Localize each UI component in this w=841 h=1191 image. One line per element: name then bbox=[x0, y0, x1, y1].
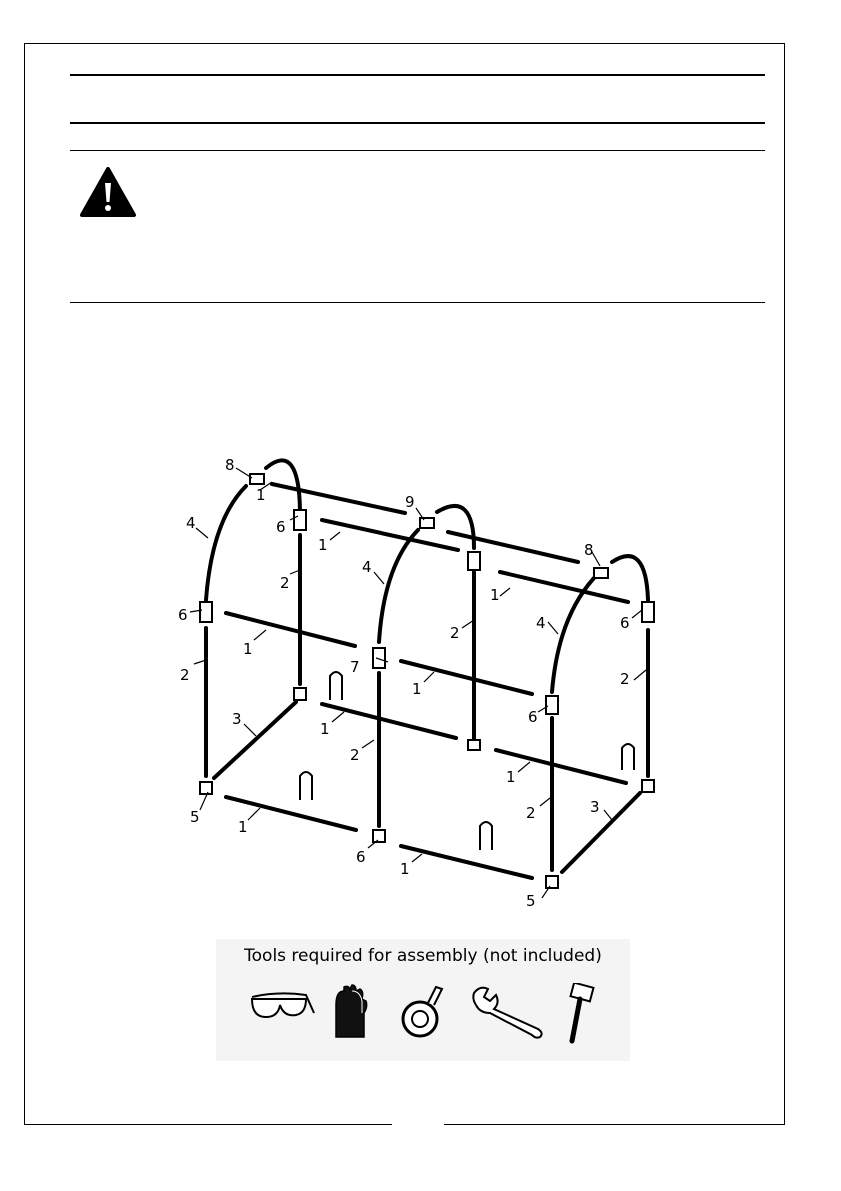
label-part-4: 4 bbox=[362, 558, 372, 576]
label-part-4: 4 bbox=[186, 514, 196, 532]
label-part-3: 3 bbox=[232, 710, 242, 728]
label-part-1: 1 bbox=[243, 640, 253, 658]
label-part-6: 6 bbox=[178, 606, 188, 624]
adjustable-wrench-icon bbox=[468, 983, 548, 1039]
label-part-3: 3 bbox=[590, 798, 600, 816]
label-part-8: 8 bbox=[225, 456, 235, 474]
label-part-2: 2 bbox=[280, 574, 290, 592]
label-part-1: 1 bbox=[238, 818, 248, 836]
label-part-4: 4 bbox=[536, 614, 546, 632]
label-part-1: 1 bbox=[490, 586, 500, 604]
arch-front-left bbox=[206, 486, 246, 600]
label-part-8: 8 bbox=[584, 541, 594, 559]
label-part-1: 1 bbox=[256, 486, 266, 504]
arch-back-right bbox=[612, 556, 648, 600]
label-part-1: 1 bbox=[318, 536, 328, 554]
label-part-1: 1 bbox=[412, 680, 422, 698]
label-part-6: 6 bbox=[276, 518, 286, 536]
label-part-2: 2 bbox=[526, 804, 536, 822]
label-part-2: 2 bbox=[180, 666, 190, 684]
label-part-1: 1 bbox=[320, 720, 330, 738]
gloves-icon bbox=[330, 983, 370, 1039]
safety-glasses-icon bbox=[248, 983, 318, 1035]
label-part-2: 2 bbox=[450, 624, 460, 642]
arch-front-right bbox=[552, 578, 594, 692]
label-part-5: 5 bbox=[526, 892, 536, 910]
label-part-7: 7 bbox=[350, 658, 360, 676]
page-number-gap bbox=[392, 1121, 444, 1129]
label-part-2: 2 bbox=[350, 746, 360, 764]
tape-measure-icon bbox=[400, 983, 448, 1043]
arch-front-middle bbox=[379, 530, 418, 642]
label-part-2: 2 bbox=[620, 670, 630, 688]
label-part-1: 1 bbox=[400, 860, 410, 878]
tools-panel bbox=[216, 939, 630, 1061]
label-part-5: 5 bbox=[190, 808, 200, 826]
mallet-icon bbox=[562, 983, 598, 1045]
label-part-6: 6 bbox=[620, 614, 630, 632]
label-part-6: 6 bbox=[356, 848, 366, 866]
arch-back-middle bbox=[437, 506, 474, 548]
tools-title: Tools required for assembly (not included) bbox=[244, 946, 602, 966]
label-part-6: 6 bbox=[528, 708, 538, 726]
label-part-9: 9 bbox=[405, 493, 415, 511]
label-part-1: 1 bbox=[506, 768, 516, 786]
